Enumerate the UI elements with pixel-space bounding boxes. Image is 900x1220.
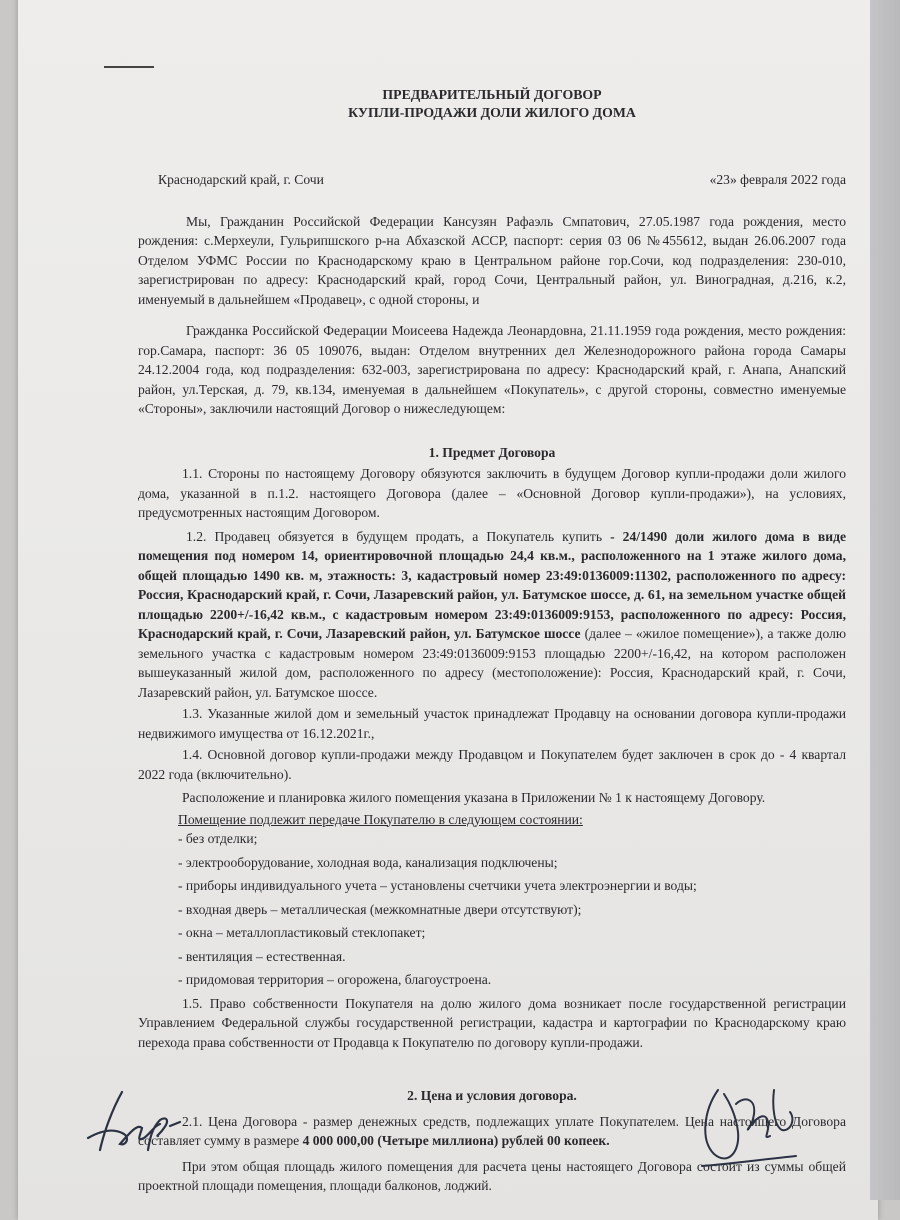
buyer-paragraph: Гражданка Российской Федерации Моисеева Надежда Леонардовна, 21.11.1959 года рождения, место рождения: гор.Самара, паспорт: 36 05 109076, выдан: Отделом внутренних дел Железнодорожного района города Самары 24.12.2004 года, код подразделения: 632-003, зарегистрирована по адресу: Краснодарский край, г. Анапа, Анапский район, ул.Терская, д. 79, кв.134, именуемая в дальнейшем «Покупатель», с другой стороны, совместно именуемые «Стороны», заключили настоящий Договор о нижеследующем: xyxy=(138,323,846,416)
clause-1-3: 1.3. Указанные жилой дом и земельный участок принадлежат Продавцу на основании договора купли-продажи недвижимого имущества от 16.12.2021г., xyxy=(138,706,846,741)
document-page xyxy=(18,0,878,1220)
section-2-title: 2. Цена и условия договора. xyxy=(407,1088,577,1103)
document-title xyxy=(138,86,846,122)
clause-1-2-end: (далее – «жилое помещение»), а также долю земельного участка с кадастровым номером 23:49:0136009:9153 площадью 2200+/-16,42, на котором расположен вышеуказанный жилой дом, расположенного по адресу (местоположение): Россия, Краснодарский край, г. Сочи, Лазаревский район, ул. Батумское шоссе. xyxy=(138,626,847,700)
place: Краснодарский край, г. Сочи xyxy=(158,172,324,187)
title-line-1: ПРЕДВАРИТЕЛЬНЫЙ ДОГОВОР xyxy=(382,87,602,102)
clause-1-5: 1.5. Право собственности Покупателя на долю жилого дома возникает после государственной регистрации Управлением Федеральной службы государственной регистрации, кадастра и картографии по Краснодарскому краю перехода права собственности от Продавца к Покупателю по договору купли-продажи. xyxy=(138,995,846,1050)
clause-1-2 xyxy=(138,527,846,703)
condition-item: - приборы индивидуального учета – установлены счетчики учета электроэнергии и воды; xyxy=(178,878,697,893)
clause-1-2-object: - 24/1490 доли жилого дома в виде помещения под номером 14, ориентировочной площадью 24,4 кв.м., расположенного на 1 этаже жилого дома, общей площадью 1490 кв. м, этажность: 3, кадастровый номер 23:49:0136009:11302, расположенного по адресу: Россия, Краснодарский край, г. Сочи, Лазаревский район, ул. Батумское шоссе, д. 61, на земельном участке общей площадью 2200+/-16,42 кв.м., с кадастровым номером 23:49:0136009:9153, расположенного по адресу: Россия, Краснодарский край, г. Сочи, Лазаревский район, ул. Батумское шоссе xyxy=(138,528,846,641)
condition-item: - входная дверь – металлическая (межкомнатные двери отсутствуют); xyxy=(178,901,582,917)
background-edge xyxy=(870,0,900,1200)
clause-2-1-start: 2.1. Цена Договора - размер денежных средств, подлежащих уплате Покупателем. Цена настоящего Договора составляет сумму в размере xyxy=(138,1113,846,1148)
seller-paragraph: Мы, Гражданин Российской Федерации Кансузян Рафаэль Смпатович, 27.05.1987 года рождения, место рождения: с.Мерхеули, Гульрипшского р-на Абхазской АССР, паспорт: серия 03 06 №455612, выдан 26.06.2007 года Отделом УФМС России по Краснодарскому краю в Центральном районе гор.Сочи, код подразделения: 230-010, зарегистрирован по адресу: Краснодарский край, город Сочи, Центральный район, ул. Виноградная, д.216, к.2, именуемый в дальнейшем «Продавец», с одной стороны, и xyxy=(138,213,846,307)
clause-2-2: При этом общая площадь жилого помещения для расчета цены настоящего Договора состоит из суммы общей проектной площади помещения, площади балконов, лоджий. xyxy=(138,1158,846,1193)
price-amount: 4 000 000,00 (Четыре миллиона) рублей 00 копеек. xyxy=(302,1133,610,1148)
buyer-signature xyxy=(678,1070,808,1170)
seller-signature xyxy=(78,1080,198,1160)
layout-paragraph: Расположение и планировка жилого помещения указана в Приложении № 1 к настоящему Договору. xyxy=(182,790,766,805)
place-date-row xyxy=(158,170,846,190)
pen-mark xyxy=(104,66,154,68)
date: «23» февраля 2022 года xyxy=(709,172,846,187)
condition-item: - вентиляция – естественная. xyxy=(178,948,346,964)
contract-body xyxy=(138,86,846,1196)
condition-heading: Помещение подлежит передаче Покупателю в следующем состоянии: xyxy=(178,811,583,827)
condition-list xyxy=(138,829,846,990)
clause-1-2-start: 1.2. Продавец обязуется в будущем продать, а Покупатель купить xyxy=(186,528,611,544)
condition-item: - без отделки; xyxy=(178,831,258,846)
condition-item: - придомовая территория – огорожена, благоустроена. xyxy=(178,972,492,987)
clause-1-4: 1.4. Основной договор купли-продажи между Продавцом и Покупателем будет заключен в срок до - 4 квартал 2022 года (включительно). xyxy=(138,747,846,782)
condition-item: - электрооборудование, холодная вода, канализация подключены; xyxy=(178,854,558,870)
title-line-2: КУПЛИ-ПРОДАЖИ ДОЛИ ЖИЛОГО ДОМА xyxy=(348,105,636,120)
clause-1-1: 1.1. Стороны по настоящему Договору обязуются заключить в будущем Договор купли-продажи доли жилого дома, указанной в п.1.2. настоящего Договора (далее – «Основной Договор купли-продажи»), на условиях, предусмотренных настоящим Договором. xyxy=(138,466,846,520)
condition-item: - окна – металлопластиковый стеклопакет; xyxy=(178,925,426,940)
section-1-title: 1. Предмет Договора xyxy=(428,444,556,460)
